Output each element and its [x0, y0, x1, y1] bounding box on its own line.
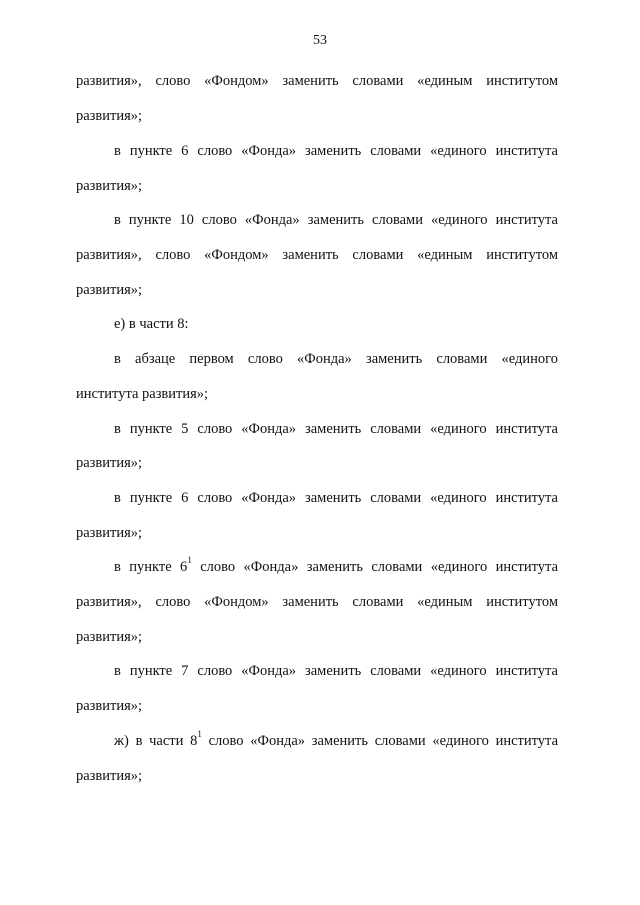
- text-line-with-superscript: [114, 729, 558, 750]
- text-line: развития»;: [76, 698, 143, 714]
- text-line: развития»;: [76, 282, 143, 298]
- text-line: развития»;: [76, 525, 143, 541]
- superscript: 1: [187, 555, 192, 566]
- text-line: в абзаце первом слово «Фонда» заменить словами «единого: [114, 351, 558, 367]
- superscript: 1: [197, 729, 202, 740]
- text-line: в пункте 6 слово «Фонда» заменить словами «единого института: [114, 490, 558, 506]
- text-line: развития»;: [76, 455, 143, 471]
- text-line: развития»;: [76, 629, 143, 645]
- text-line: в пункте 10 слово «Фонда» заменить словами «единого института: [114, 212, 558, 228]
- text-line: развития»;: [76, 178, 143, 194]
- line-text: в пункте 6: [114, 559, 188, 575]
- page-number: 53: [313, 33, 327, 48]
- text-line: развития», слово «Фондом» заменить словами «единым институтом: [76, 594, 558, 610]
- text-line-with-superscript: [114, 555, 559, 576]
- text-line: в пункте 6 слово «Фонда» заменить словами «единого института: [114, 143, 558, 159]
- text-line: развития»;: [76, 108, 143, 124]
- line-text: слово «Фонда» заменить словами «единого института: [201, 733, 558, 749]
- text-line: развития», слово «Фондом» заменить словами «единым институтом: [76, 73, 558, 89]
- line-text: слово «Фонда» заменить словами «единого института: [191, 559, 559, 575]
- line-text: ж) в части 8: [114, 733, 198, 749]
- text-line: в пункте 7 слово «Фонда» заменить словами «единого института: [114, 663, 558, 679]
- text-line: в пункте 5 слово «Фонда» заменить словами «единого института: [114, 421, 558, 437]
- text-line: е) в части 8:: [114, 316, 189, 332]
- text-line: института развития»;: [76, 386, 209, 402]
- text-line: развития», слово «Фондом» заменить словами «единым институтом: [76, 247, 558, 263]
- text-line: развития»;: [76, 768, 143, 784]
